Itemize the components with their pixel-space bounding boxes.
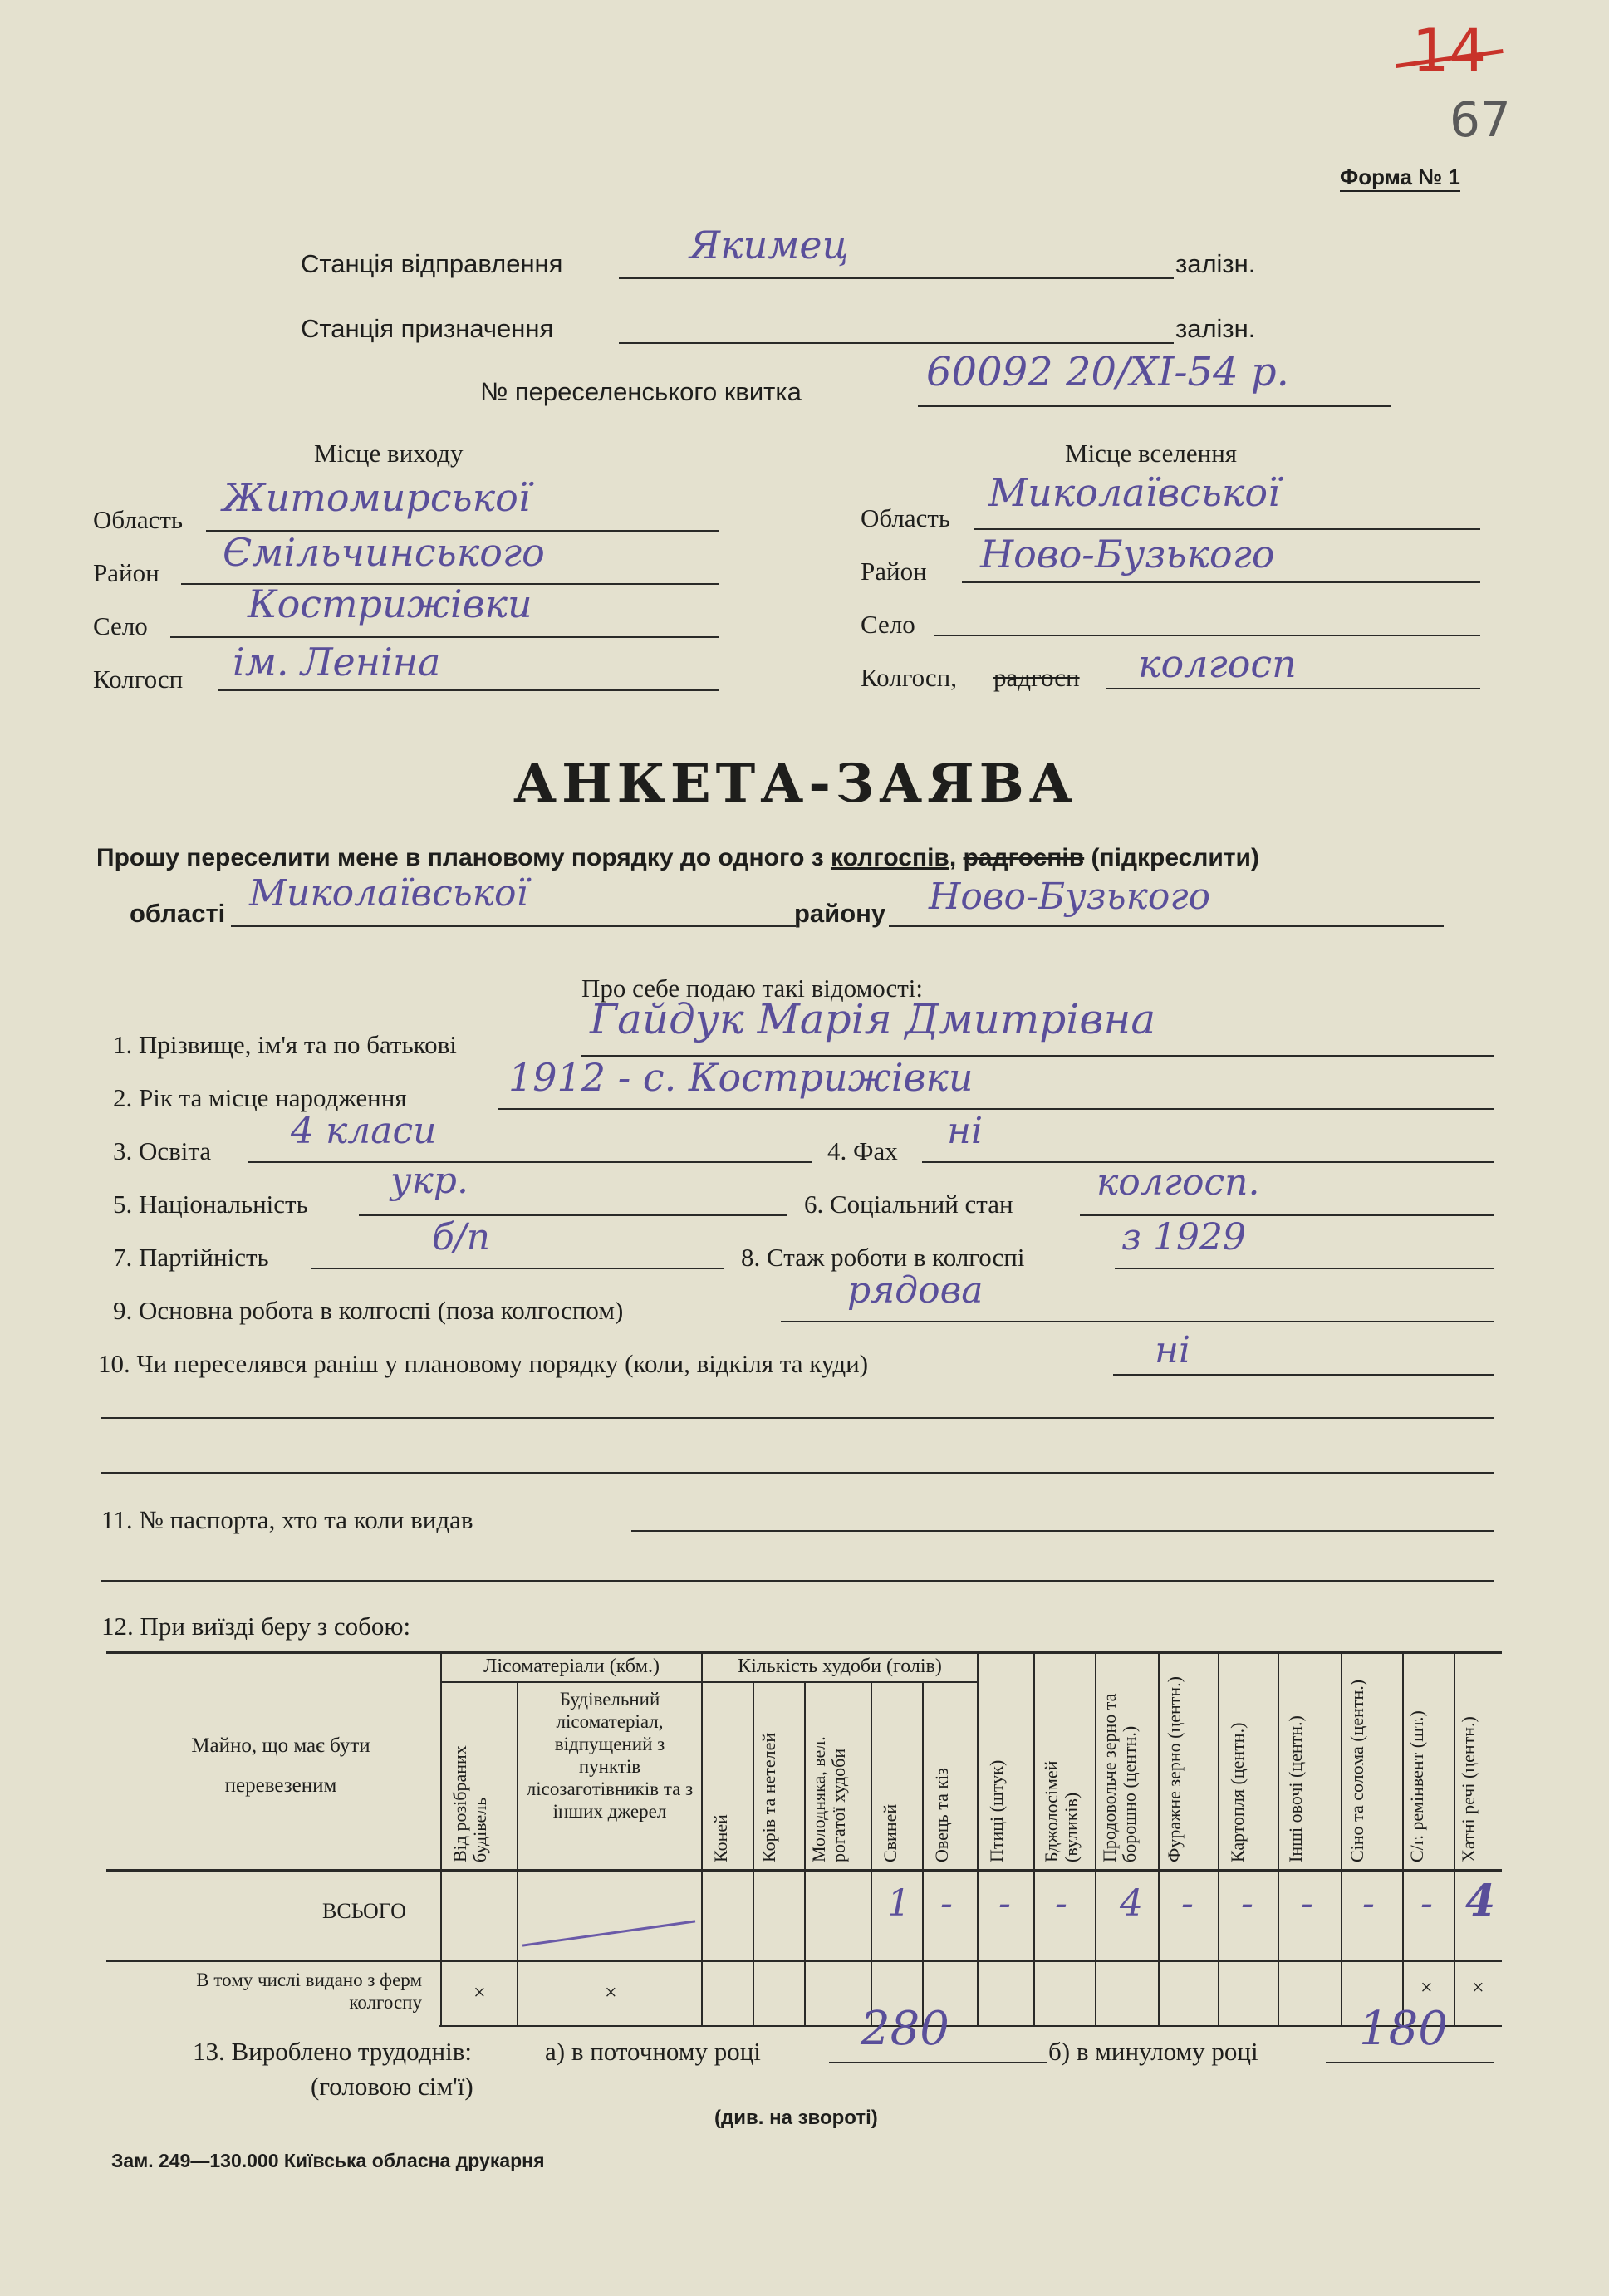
field-2-label: 2. Рік та місце народження (113, 1083, 407, 1112)
field-2-line (498, 1108, 1494, 1110)
request-raion-value: Ново-Бузького (929, 876, 1211, 918)
departure-line (619, 277, 1174, 279)
field-5-label: 5. Національність (113, 1190, 308, 1219)
request-oblast-value: Миколаївської (249, 872, 528, 915)
field-1-value: Гайдук Марія Дмитрівна (590, 995, 1156, 1043)
turn-over-note: (див. на звороті) (714, 2107, 878, 2129)
workdays-current-label: а) в поточному році (545, 2037, 761, 2066)
printer-imprint: Зам. 249—130.000 Київська обласна друкарня (111, 2150, 545, 2171)
total-tools: - (1420, 1882, 1433, 1925)
col-potato-header: Картопля (центн.) (1227, 1722, 1248, 1862)
col-sheep-header: Овець та кіз (931, 1768, 952, 1862)
ticket-line (918, 405, 1391, 407)
origin-kolhosp-line (218, 689, 719, 691)
request-raion-line (889, 925, 1444, 927)
vline-11 (1158, 1651, 1160, 2027)
field-10-label: 10. Чи переселявся раніш у плановому порядку (коли, відкіля та куди) (98, 1349, 869, 1378)
origin-selo-label: Село (93, 611, 148, 640)
total-grain: 4 (1120, 1882, 1143, 1925)
request-kolhosp: колгоспів, (830, 844, 957, 871)
origin-selo-line (170, 636, 719, 638)
vline-8 (977, 1651, 979, 2027)
origin-selo-value: Кострижівки (248, 581, 532, 626)
col-poultry-header: Птиці (штук) (986, 1759, 1007, 1862)
archive-mark-crossed: 14 (1412, 17, 1487, 85)
intro-text: Про себе подаю такі відомості: (581, 974, 924, 1003)
col-fodder-header: Фуражне зерно (центн.) (1164, 1676, 1185, 1862)
field-4-value: ні (947, 1110, 984, 1152)
dest-selo-label: Село (861, 610, 915, 639)
field-3-label: 3. Освіта (113, 1136, 212, 1165)
total-household: 4 (1465, 1876, 1496, 1926)
field-9-line (781, 1321, 1494, 1322)
dest-kolhosp-value: колгосп (1138, 641, 1297, 686)
origin-kolhosp-label: Колгосп (93, 665, 184, 694)
field-8-label: 8. Стаж роботи в колгоспі (741, 1243, 1025, 1272)
origin-raion-value: Ємільчинського (223, 530, 545, 575)
field-10-extra-line-2 (101, 1472, 1494, 1474)
col-grain-header: Продовольче зерно та борошно (центн.) (1099, 1693, 1140, 1862)
cross-household: × (1472, 1975, 1484, 1999)
dest-oblast-label: Область (861, 503, 951, 532)
vline-5 (804, 1681, 806, 2027)
field-7-value: б/п (432, 1216, 491, 1258)
field-3-line (248, 1161, 812, 1163)
total-poultry: - (998, 1882, 1011, 1925)
request-underline-note: (підкреслити) (1091, 844, 1259, 871)
table-top-border (106, 1651, 1502, 1654)
row-farm-label: В тому числі видано з ферм колгоспу (196, 1970, 422, 2013)
field-10-line (1113, 1374, 1494, 1376)
field-6-value: колгосп. (1096, 1161, 1260, 1204)
departure-label: Станція відправлення (301, 249, 563, 278)
dest-kolhosp-line (1106, 688, 1480, 689)
vline-13 (1278, 1651, 1279, 2027)
field-9-label: 9. Основна робота в колгоспі (поза колгоспом) (113, 1296, 624, 1325)
field-1-label: 1. Прізвище, ім'я та по батькові (113, 1030, 457, 1059)
col-cows-header: Корів та нетелей (758, 1732, 779, 1862)
form-title: АНКЕТА-ЗАЯВА (513, 753, 1077, 815)
total-sheep: - (940, 1882, 953, 1925)
dest-oblast-line (974, 528, 1480, 530)
vline-6 (871, 1681, 872, 2027)
field-8-value: з 1929 (1121, 1216, 1246, 1258)
vline-9 (1033, 1651, 1035, 2027)
origin-oblast-value: Житомирської (223, 475, 531, 520)
transport-table (106, 1651, 1502, 2027)
request-oblast-line (231, 925, 796, 927)
total-pigs: 1 (887, 1882, 910, 1925)
request-raion-label: району (794, 899, 886, 928)
total-fodder: - (1181, 1882, 1194, 1925)
field-10-extra-line-1 (101, 1417, 1494, 1419)
col-hay-header: Сіно та солома (центн.) (1347, 1679, 1367, 1862)
col-veg-header: Інші овочі (центн.) (1285, 1715, 1306, 1862)
destination-title: Місце вселення (1065, 439, 1238, 468)
origin-title: Місце виходу (314, 439, 464, 468)
request-text: Прошу переселити мене в плановому порядку до одного з (96, 844, 824, 871)
vline-2 (517, 1681, 518, 2027)
vline-14 (1341, 1651, 1342, 2027)
col-horses-header: Коней (710, 1814, 731, 1862)
destination-station-suffix: залізн. (1175, 314, 1256, 343)
dest-raion-line (962, 581, 1480, 583)
workdays-previous-label: б) в минулому році (1048, 2037, 1258, 2066)
workdays-previous-value: 180 (1359, 2002, 1448, 2056)
total-potato: - (1241, 1882, 1253, 1925)
timber-strike-line (522, 1920, 695, 1946)
origin-kolhosp-value: ім. Леніна (233, 640, 441, 684)
total-veg: - (1301, 1882, 1313, 1925)
form-number: Форма № 1 (1340, 164, 1460, 192)
col-household-header: Хатні речі (центн.) (1458, 1716, 1479, 1862)
field-5-line (359, 1214, 787, 1216)
field-4-label: 4. Фах (827, 1136, 898, 1165)
field-5-value: укр. (390, 1160, 468, 1202)
workdays-previous-line (1326, 2062, 1494, 2063)
cattle-group-line (701, 1681, 977, 1683)
vline-4 (753, 1681, 754, 2027)
field-11-line (631, 1530, 1494, 1532)
vline-16 (1454, 1651, 1455, 2027)
vline-15 (1402, 1651, 1404, 2027)
vline-7 (922, 1681, 924, 2027)
col-dismantled-header: Від розібраних будівель (449, 1745, 490, 1862)
request-oblast-label: області (130, 899, 226, 928)
workdays-sub: (головою сім'ї) (311, 2072, 473, 2101)
dest-raion-label: Район (861, 557, 927, 586)
request-radhosp: радгоспів (963, 844, 1085, 871)
dest-kolhosp-label: Колгосп, (861, 663, 958, 692)
row-total-label: ВСЬОГО (322, 1899, 406, 1923)
field-9-value: рядова (847, 1269, 984, 1312)
timber-group-header: Лісоматеріали (кбм.) (483, 1656, 660, 1677)
workdays-label: 13. Вироблено трудоднів: (193, 2037, 473, 2066)
field-11-label: 11. № паспорта, хто та коли видав (101, 1505, 473, 1534)
col-tools-header: С/г. ремінвент (шт.) (1406, 1710, 1427, 1862)
origin-raion-label: Район (93, 558, 159, 587)
departure-suffix: залізн. (1175, 249, 1256, 278)
cross-tools: × (1420, 1975, 1433, 1999)
field-2-value: 1912 - с. Кострижівки (508, 1055, 974, 1100)
destination-station-line (619, 342, 1174, 344)
origin-oblast-label: Область (93, 505, 184, 534)
field-8-line (1115, 1268, 1494, 1269)
field-11-extra-line (101, 1580, 1494, 1582)
ticket-label: № переселенського квитка (480, 377, 802, 406)
dest-selo-line (934, 635, 1480, 636)
col-building-timber-header: Будівельний лісоматеріал, відпущений з пунктів лісозаготівників та з інших джерел (526, 1689, 694, 1822)
col-property-header: Майно, що має бути перевезеним (191, 1734, 370, 1797)
vline-3 (701, 1651, 703, 2027)
departure-value: Якимец (689, 223, 849, 267)
workdays-current-line (829, 2062, 1047, 2063)
dest-oblast-value: Миколаївської (988, 470, 1280, 515)
cattle-group-header: Кількість худоби (голів) (738, 1656, 942, 1677)
col-young-header: Молодняка, вел. рогатої худоби (808, 1736, 849, 1862)
field-6-label: 6. Соціальний стан (804, 1190, 1013, 1219)
col-pigs-header: Свиней (880, 1803, 900, 1862)
total-bees: - (1055, 1882, 1067, 1925)
ticket-value: 60092 20/XI-54 р. (926, 349, 1289, 395)
vline-1 (440, 1651, 442, 2027)
request-line (96, 844, 1259, 872)
total-hay: - (1362, 1882, 1375, 1925)
destination-station-label: Станція призначення (301, 314, 554, 343)
field-7-label: 7. Партійність (113, 1243, 269, 1272)
dest-radhosp-label: радгосп (993, 663, 1080, 692)
table-bottom-border (439, 2025, 1502, 2027)
cross-building-timber: × (605, 1980, 617, 2004)
vline-10 (1095, 1651, 1096, 2027)
archive-mark-number: 67 (1450, 91, 1511, 148)
field-3-value: 4 класи (291, 1110, 437, 1152)
field-10-value: ні (1155, 1329, 1191, 1371)
field-12-label: 12. При виїзді беру з собою: (101, 1612, 411, 1641)
dest-raion-value: Ново-Бузького (980, 532, 1275, 576)
vline-12 (1218, 1651, 1219, 2027)
cross-dismantled: × (473, 1980, 486, 2004)
col-bees-header: Бджолосімей (вуликів) (1041, 1760, 1082, 1862)
workdays-current-value: 280 (861, 2002, 949, 2056)
field-7-line (311, 1268, 724, 1269)
